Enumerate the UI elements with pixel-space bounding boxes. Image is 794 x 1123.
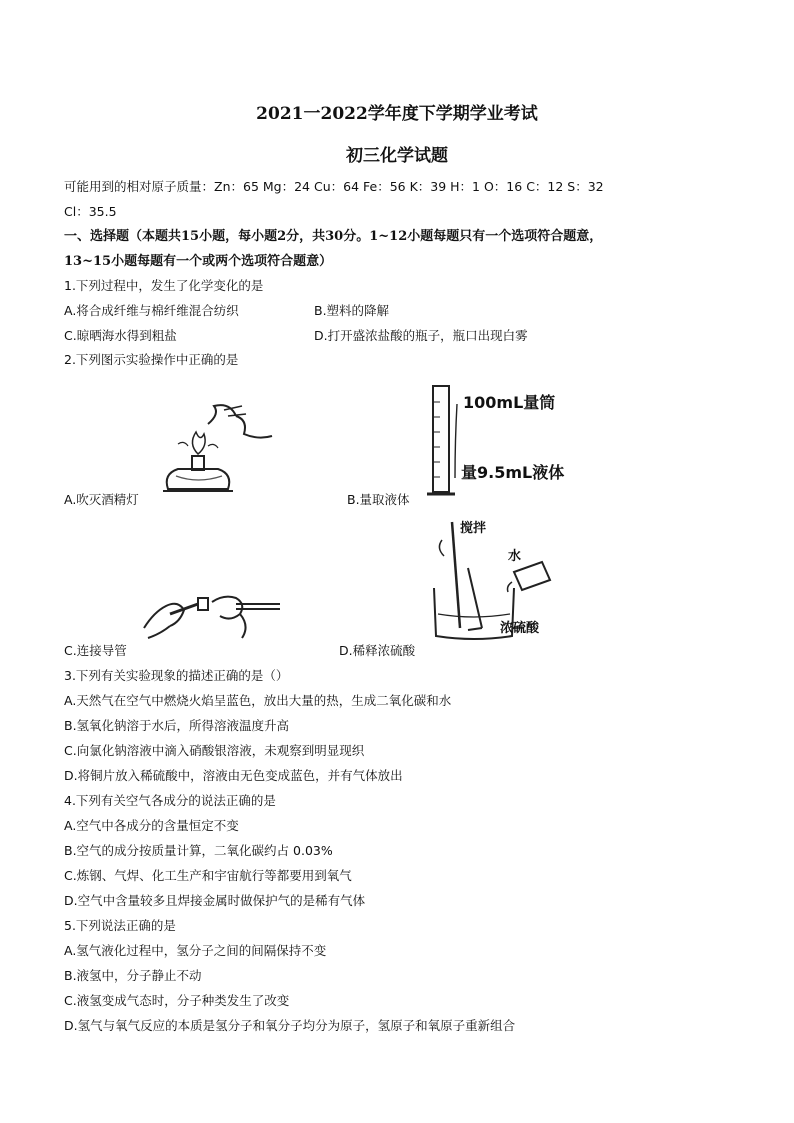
q5-option-d: D.氢气与氧气反应的本质是氢分子和氧分子均分为原子，氢原子和氧原子重新组合	[64, 1018, 516, 1033]
q2-option-c: C.连接导管	[64, 643, 127, 658]
q4-option-d: D.空气中含量较多且焊接金属时做保护气的是稀有气体	[64, 893, 366, 908]
atomic-masses-line2: Cl：35.5	[64, 204, 117, 219]
q1-option-d: D.打开盛浓盐酸的瓶子，瓶口出现白雾	[314, 328, 528, 343]
fig-connect-tubes	[140, 582, 290, 642]
fig-dilute-acid	[424, 518, 564, 643]
fig-d-stir-label: 搅拌	[460, 521, 487, 536]
q5-option-a: A.氢气液化过程中，氢分子之间的间隔保持不变	[64, 943, 327, 958]
q3-option-a: A.天然气在空气中燃烧火焰呈蓝色，放出大量的热，生成二氧化碳和水	[64, 693, 452, 708]
q2-option-b: B.量取液体	[347, 492, 410, 507]
exam-title: 2021一2022学年度下学期学业考试	[256, 104, 538, 124]
q3-option-b: B.氢氧化钠溶于水后，所得溶液温度升高	[64, 718, 290, 733]
fig-graduated-cylinder	[425, 382, 585, 500]
fig-alcohol-lamp	[148, 394, 288, 502]
fig-d-water-label: 水	[508, 549, 522, 564]
q2-stem: 2.下列图示实验操作中正确的是	[64, 352, 239, 367]
fig-b-bottom-label: 量9.5mL液体	[461, 463, 565, 482]
q4-option-c: C.炼钢、气焊、化工生产和宇宙航行等都要用到氧气	[64, 868, 352, 883]
q5-option-c: C.液氢变成气态时，分子种类发生了改变	[64, 993, 290, 1008]
q3-option-d: D.将铜片放入稀硫酸中，溶液由无色变成蓝色，并有气体放出	[64, 768, 403, 783]
q2-option-d: D.稀释浓硫酸	[339, 643, 416, 658]
atomic-masses-line1: 可能用到的相对原子质量：Zn：65 Mg：24 Cu：64 Fe：56 K：39 H：1 O：16 C：12 S：32	[64, 179, 604, 194]
q4-option-a: A.空气中各成分的含量恒定不变	[64, 818, 239, 833]
q2-option-a: A.吹灭酒精灯	[64, 492, 139, 507]
section1-heading-line2: 13~15小题每题有一个或两个选项符合题意）	[64, 254, 333, 269]
q5-stem: 5.下列说法正确的是	[64, 918, 176, 933]
q4-option-b: B.空气的成分按质量计算，二氧化碳约占 0.03%	[64, 843, 333, 858]
q3-stem: 3.下列有关实验现象的描述正确的是（）	[64, 668, 289, 683]
q5-option-b: B.液氢中，分子静止不动	[64, 968, 202, 983]
q1-option-b: B.塑料的降解	[314, 303, 390, 318]
fig-b-top-label: 100mL量筒	[463, 393, 556, 412]
section1-heading-line1: 一、选择题（本题共15小题，每小题2分，共30分。1~12小题每题只有一个选项符合题意，	[64, 229, 603, 244]
q4-stem: 4.下列有关空气各成分的说法正确的是	[64, 793, 276, 808]
q1-option-c: C.晾晒海水得到粗盐	[64, 328, 177, 343]
exam-subtitle: 初三化学试题	[346, 146, 448, 166]
q1-stem: 1.下列过程中，发生了化学变化的是	[64, 278, 264, 293]
fig-d-acid-label: 浓硫酸	[500, 621, 540, 636]
q1-option-a: A.将合成纤维与棉纤维混合纺织	[64, 303, 239, 318]
q3-option-c: C.向氯化钠溶液中滴入硝酸银溶液，未观察到明显现织	[64, 743, 365, 758]
